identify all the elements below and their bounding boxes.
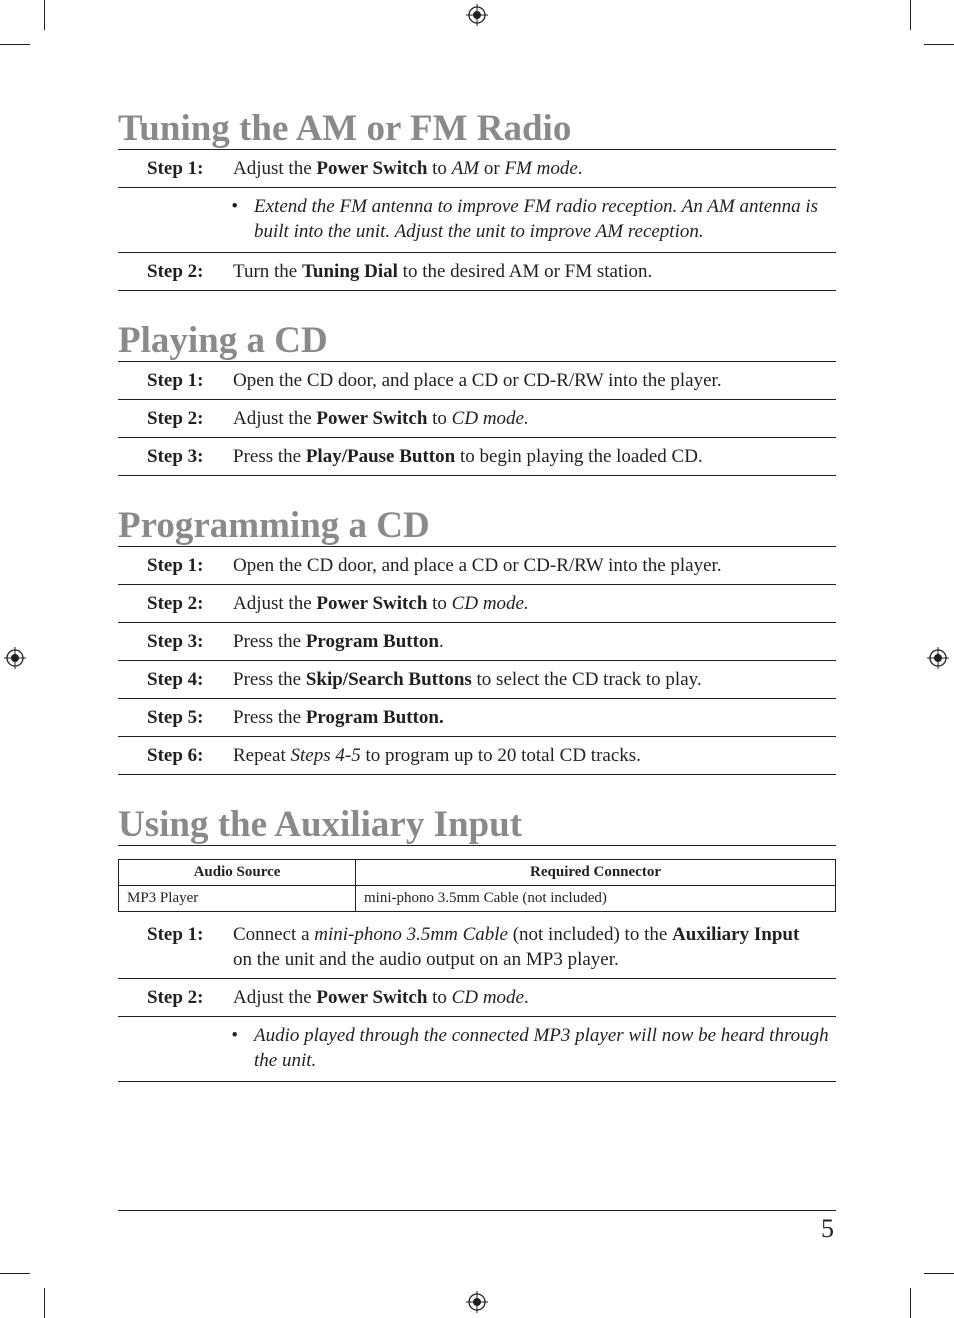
table-header-cell: Audio Source	[119, 860, 356, 886]
crop-mark	[0, 44, 30, 45]
step-row	[118, 585, 836, 623]
section-title: Tuning the AM or FM Radio	[118, 108, 836, 150]
step-row	[118, 253, 836, 291]
section-playing-cd	[118, 320, 836, 476]
footer-rule	[118, 1210, 836, 1211]
step-label: Step 2:	[147, 408, 204, 429]
section-auxiliary-input	[118, 804, 836, 1082]
step-text: Press the Skip/Search Buttons to select the CD track to play.	[233, 669, 702, 690]
step-row	[118, 979, 836, 1017]
crop-mark	[924, 1273, 954, 1274]
step-text: Turn the Tuning Dial to the desired AM or FM station.	[233, 261, 653, 282]
step-row	[118, 623, 836, 661]
page-number: 5	[821, 1214, 834, 1243]
step-label: Step 6:	[147, 745, 204, 766]
step-row	[118, 438, 836, 476]
table-header-cell: Required Connector	[356, 860, 836, 886]
step-row	[118, 737, 836, 775]
step-text: Adjust the Power Switch to CD mode.	[233, 987, 529, 1008]
section-programming-cd	[118, 505, 836, 775]
crop-mark	[924, 44, 954, 45]
step-text: Press the Play/Pause Button to begin playing the loaded CD.	[233, 446, 703, 467]
step-text: Open the CD door, and place a CD or CD-R/RW into the player.	[233, 555, 722, 576]
step-label: Step 1:	[147, 555, 204, 576]
step-row	[118, 916, 836, 979]
registration-mark-icon	[927, 647, 949, 669]
section-title: Playing a CD	[118, 320, 836, 362]
table-header-row	[119, 860, 836, 886]
step-text: Press the Program Button.	[233, 707, 444, 728]
step-label: Step 3:	[147, 631, 204, 652]
note-text: Extend the FM antenna to improve FM radio reception. An AM antenna is built into the unit. Adjust the unit to improve AM reception.	[254, 196, 819, 242]
section-title: Using the Auxiliary Input	[118, 804, 836, 846]
step-label: Step 1:	[147, 370, 204, 391]
step-text: Adjust the Power Switch to CD mode.	[233, 593, 529, 614]
step-row	[118, 150, 836, 188]
registration-mark-icon	[466, 4, 488, 26]
connector-table	[118, 859, 836, 912]
step-text: Repeat Steps 4-5 to program up to 20 total CD tracks.	[233, 745, 641, 766]
registration-mark-icon	[4, 647, 26, 669]
step-label: Step 5:	[147, 707, 204, 728]
table-row	[119, 886, 836, 912]
crop-mark	[0, 1273, 30, 1274]
note-text: Audio played through the connected MP3 player will now be heard through the unit.	[254, 1025, 829, 1071]
note-row	[118, 188, 836, 253]
step-row	[118, 547, 836, 585]
step-text: Adjust the Power Switch to AM or FM mode.	[233, 158, 583, 179]
step-label: Step 1:	[147, 158, 204, 179]
step-label: Step 2:	[147, 261, 204, 282]
crop-mark	[910, 0, 911, 30]
crop-mark	[910, 1288, 911, 1318]
step-text: Adjust the Power Switch to CD mode.	[233, 408, 529, 429]
manual-page	[118, 108, 836, 1082]
step-row	[118, 362, 836, 400]
step-label: Step 3:	[147, 446, 204, 467]
section-tuning-radio	[118, 108, 836, 291]
registration-mark-icon	[466, 1291, 488, 1313]
crop-mark	[44, 1288, 45, 1318]
step-label: Step 2:	[147, 987, 204, 1008]
crop-mark	[44, 0, 45, 30]
step-label: Step 2:	[147, 593, 204, 614]
section-title: Programming a CD	[118, 505, 836, 547]
table-cell: MP3 Player	[119, 886, 356, 912]
step-label: Step 4:	[147, 669, 204, 690]
note-row	[118, 1017, 836, 1082]
table-cell: mini-phono 3.5mm Cable (not included)	[356, 886, 836, 912]
step-row	[118, 661, 836, 699]
step-text: Connect a mini-phono 3.5mm Cable (not included) to the Auxiliary Input on the unit and the audio output on an MP3 player.	[233, 924, 800, 970]
bullet-icon: •	[231, 1025, 238, 1046]
bullet-icon: •	[231, 196, 238, 217]
step-label: Step 1:	[147, 924, 204, 945]
step-row	[118, 400, 836, 438]
step-row	[118, 699, 836, 737]
step-text: Press the Program Button.	[233, 631, 444, 652]
step-text: Open the CD door, and place a CD or CD-R/RW into the player.	[233, 370, 722, 391]
